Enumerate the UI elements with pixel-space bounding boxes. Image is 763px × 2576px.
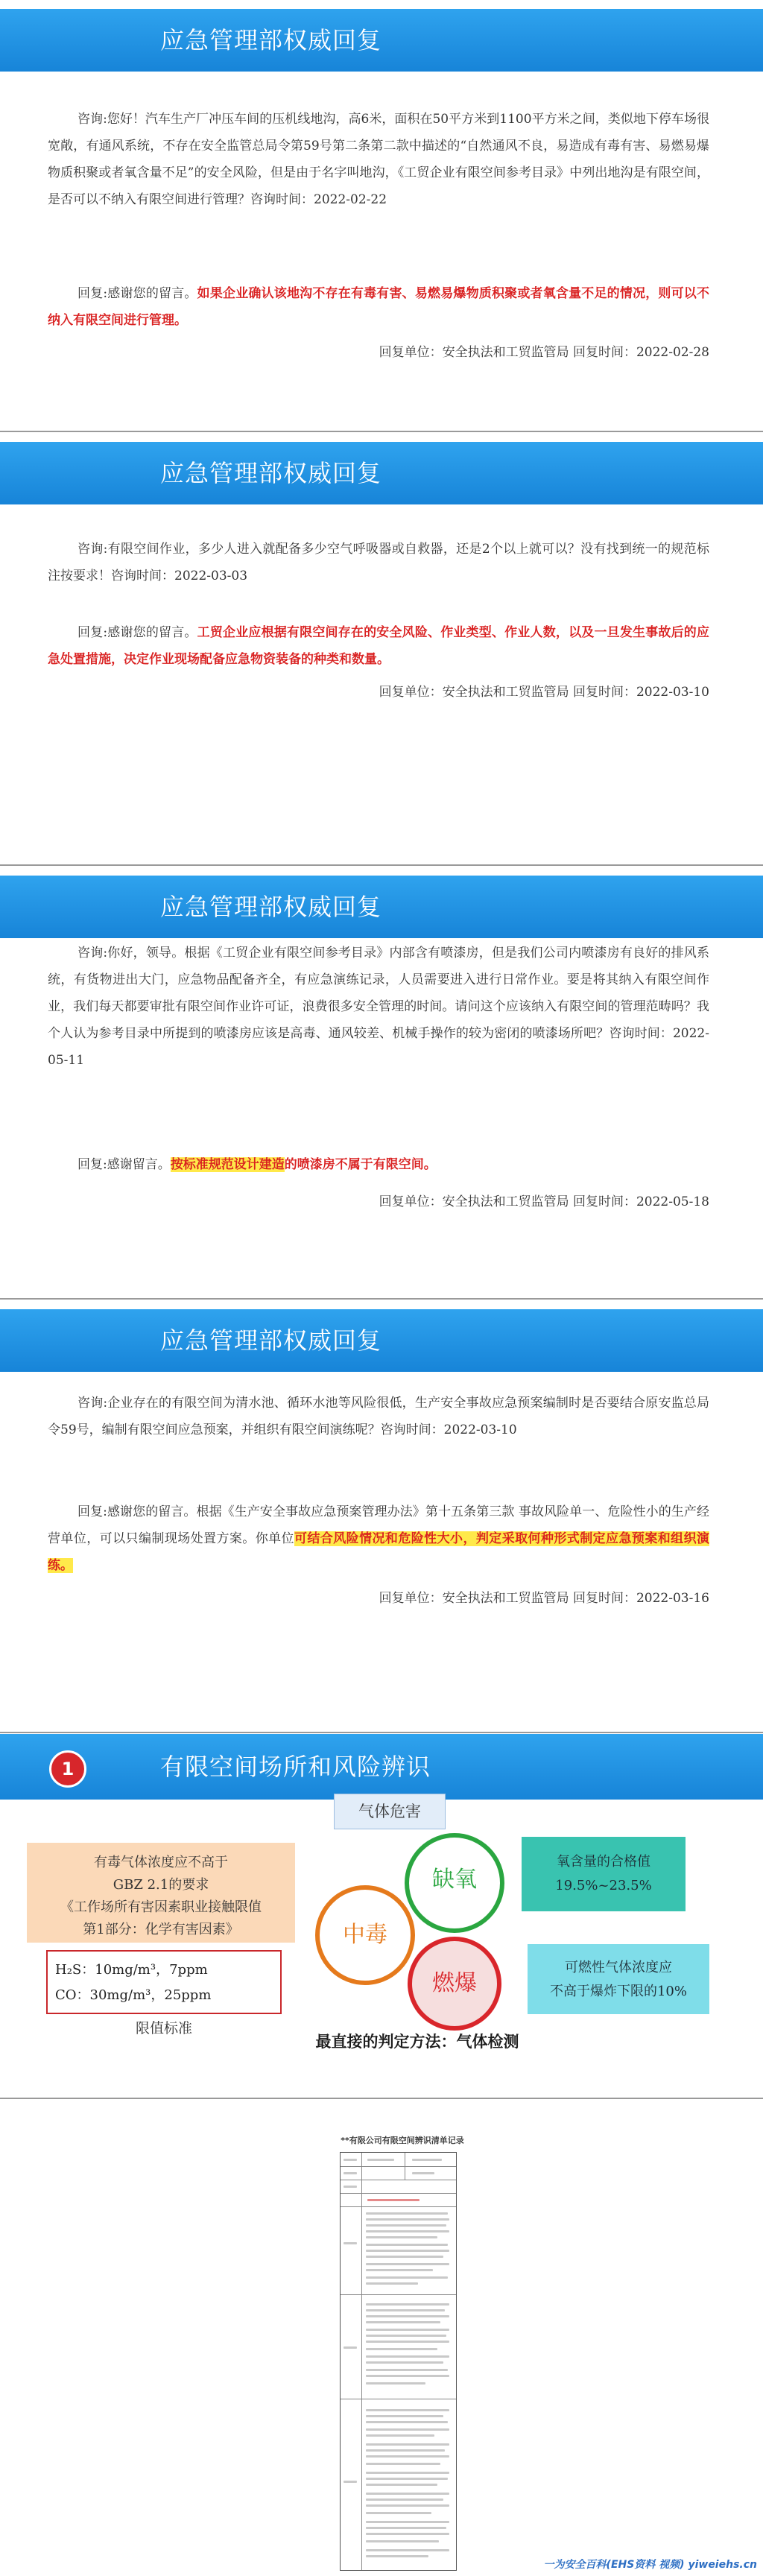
reply-text — [48, 1151, 709, 1178]
reply-signoff: 回复单位：安全执法和工贸监管局 回复时间：2022-03-16 — [379, 1591, 709, 1606]
toxic-gas-limit-box — [27, 1843, 295, 1943]
slide-title: 应急管理部权威回复 — [160, 893, 382, 921]
limit-gas: CO： — [55, 1987, 90, 2003]
poisoning-circle: 中毒 — [343, 1922, 387, 1948]
oxygen-standard-box — [522, 1837, 686, 1911]
toxic-box-line: 有毒气体浓度应不高于 — [94, 1855, 228, 1870]
reply-text — [48, 619, 709, 673]
section-number-badge: 1 — [49, 1750, 86, 1788]
oxygen-box-line: 氧含量的合格值 — [557, 1854, 650, 1870]
toxic-box-line: 第1部分：化学有害因素》 — [83, 1922, 239, 1937]
oxygen-box-line: 19.5%~23.5% — [555, 1878, 652, 1893]
limit-gas: H₂S： — [55, 1962, 95, 1978]
slide-banner — [0, 876, 763, 938]
reply-text — [48, 1499, 709, 1579]
limit-row — [55, 1983, 280, 2008]
oxygen-deficiency-circle: 缺氧 — [432, 1867, 477, 1893]
reply-highlight: 工贸企业应根据有限空间存在的安全风险、作业类型、作业人数，以及一旦发生事故后的应急处置措施，决定作业现场配备应急物资装备的种类和数量。 — [48, 625, 709, 667]
reply-signoff: 回复单位：安全执法和工贸监管局 回复时间：2022-02-28 — [379, 345, 709, 360]
question-text: 咨询:您好！汽车生产厂冲压车间的压机线地沟，高6米，面积在50平方米到1100平方米之间，类似地下停车场很宽敞，有通风系统，不存在安全监管总局令第59号第二条第二款中描述的“自然通风不良，易造成有毒有害、易燃易爆物质积聚或者氧含量不足”的安全风险，但是由于名字叫地沟，《工贸企业有限空间参考目录》中列出地沟是有限空间，是否可以不纳入有限空间进行管理？咨询时间：2022-02-22 — [48, 112, 709, 207]
limit-value: 30mg/m³，25ppm — [89, 1987, 212, 2003]
record-document-slide — [0, 2100, 763, 2576]
reply-highlight: 的喷漆房不属于有限空间。 — [284, 1157, 437, 1172]
reply-prefix: 回复:感谢您的留言。根据《生产安全事故应急预案管理办法》第十五条第三款 事故风险单一、危险性小的生产经营单位，可以只编制现场处置方案。你单位 — [48, 1504, 709, 1546]
risk-identification-slide — [0, 1734, 763, 2098]
reply-yellow-highlight: 可结合风险情况和危险性大小，判定采取何种形式制定应急预案和组织演练。 — [48, 1531, 710, 1573]
flammable-gas-box — [528, 1944, 709, 2014]
reply-slide-3 — [0, 867, 763, 1296]
reply-yellow-highlight: 按标准规范设计建造 — [170, 1157, 285, 1172]
slide-divider — [0, 431, 763, 432]
reply-prefix: 回复:感谢您的留言。 — [77, 625, 197, 640]
limit-values-box — [46, 1950, 282, 2014]
reply-text — [48, 280, 709, 334]
flammable-box-line: 不高于爆炸下限的10% — [549, 1984, 687, 1999]
toxic-box-line: GBZ 2.1的要求 — [113, 1877, 209, 1893]
limits-caption: 限值标准 — [135, 2020, 192, 2037]
slide-divider — [0, 1298, 763, 1300]
slide-banner — [0, 1309, 763, 1372]
reply-signoff: 回复单位：安全执法和工贸监管局 回复时间：2022-05-18 — [379, 1194, 709, 1209]
reply-prefix: 回复:感谢您的留言。 — [77, 286, 197, 301]
flammable-box-line: 可燃性气体浓度应 — [565, 1960, 672, 1975]
reply-slide-4 — [0, 1300, 763, 1730]
slide-divider — [0, 864, 763, 866]
slide-divider — [0, 2098, 763, 2099]
slide-title: 应急管理部权威回复 — [160, 1326, 382, 1355]
slide-banner — [0, 442, 763, 504]
reply-signoff: 回复单位：安全执法和工贸监管局 回复时间：2022-03-10 — [379, 685, 709, 700]
slide-banner — [0, 9, 763, 72]
slide-title: 应急管理部权威回复 — [160, 26, 382, 54]
reply-highlight: 如果企业确认该地沟不存在有毒有害、易燃易爆物质积聚或者氧含量不足的情况，则可以不纳入有限空间进行管理。 — [48, 286, 709, 328]
limit-value: 10mg/m³，7ppm — [95, 1962, 208, 1978]
toxic-box-line: 《工作场所有害因素职业接触限值 — [60, 1899, 262, 1915]
gas-hazard-label: 气体危害 — [334, 1794, 446, 1829]
reply-prefix: 回复:感谢留言。 — [77, 1157, 171, 1172]
document-table — [340, 2152, 457, 2571]
question-text: 咨询:有限空间作业，多少人进入就配备多少空气呼吸器或自救器，还是2个以上就可以？没有找到统一的规范标注按要求！咨询时间：2022-03-03 — [48, 542, 709, 583]
reply-slide-2 — [0, 433, 763, 862]
question-text: 咨询:企业存在的有限空间为清水池、循环水池等风险很低，生产安全事故应急预案编制时是否要结合原安监总局令59号，编制有限空间应急预案，并组织有限空间演练呢？咨询时间：2022-03-10 — [48, 1396, 709, 1437]
explosion-circle: 燃爆 — [432, 1970, 477, 1996]
limit-row — [55, 1958, 280, 1983]
slide-title: 应急管理部权威回复 — [160, 459, 382, 487]
question-text: 咨询:你好，领导。根据《工贸企业有限空间参考目录》内部含有喷漆房，但是我们公司内喷漆房有良好的排风系统，有货物进出大门，应急物品配备齐全，有应急演练记录，人员需要进入进行日常作业。要是将其纳入有限空间作业，我们每天都要审批有限空间作业许可证，浪费很多安全管理的时间。请问这个应该纳入有限空间的管理范畴吗？我个人认为参考目录中所提到的喷漆房应该是高毒、通风较差、机械手操作的较为密闭的喷漆场所吧？咨询时间：2022-05-11 — [48, 946, 709, 1068]
document-title: **有限公司有限空间辨识清单记录 — [341, 2136, 464, 2145]
slide-title: 有限空间场所和风险辨识 — [160, 1753, 431, 1781]
reply-slide-1 — [0, 0, 763, 429]
slide-banner — [0, 1734, 763, 1800]
watermark-text: 一为安全百科(EHS资料 视频) yiweiehs.cn — [543, 2559, 757, 2571]
detection-method-text: 最直接的判定方法：气体检测 — [315, 2032, 519, 2051]
slide-divider — [0, 1732, 763, 1733]
